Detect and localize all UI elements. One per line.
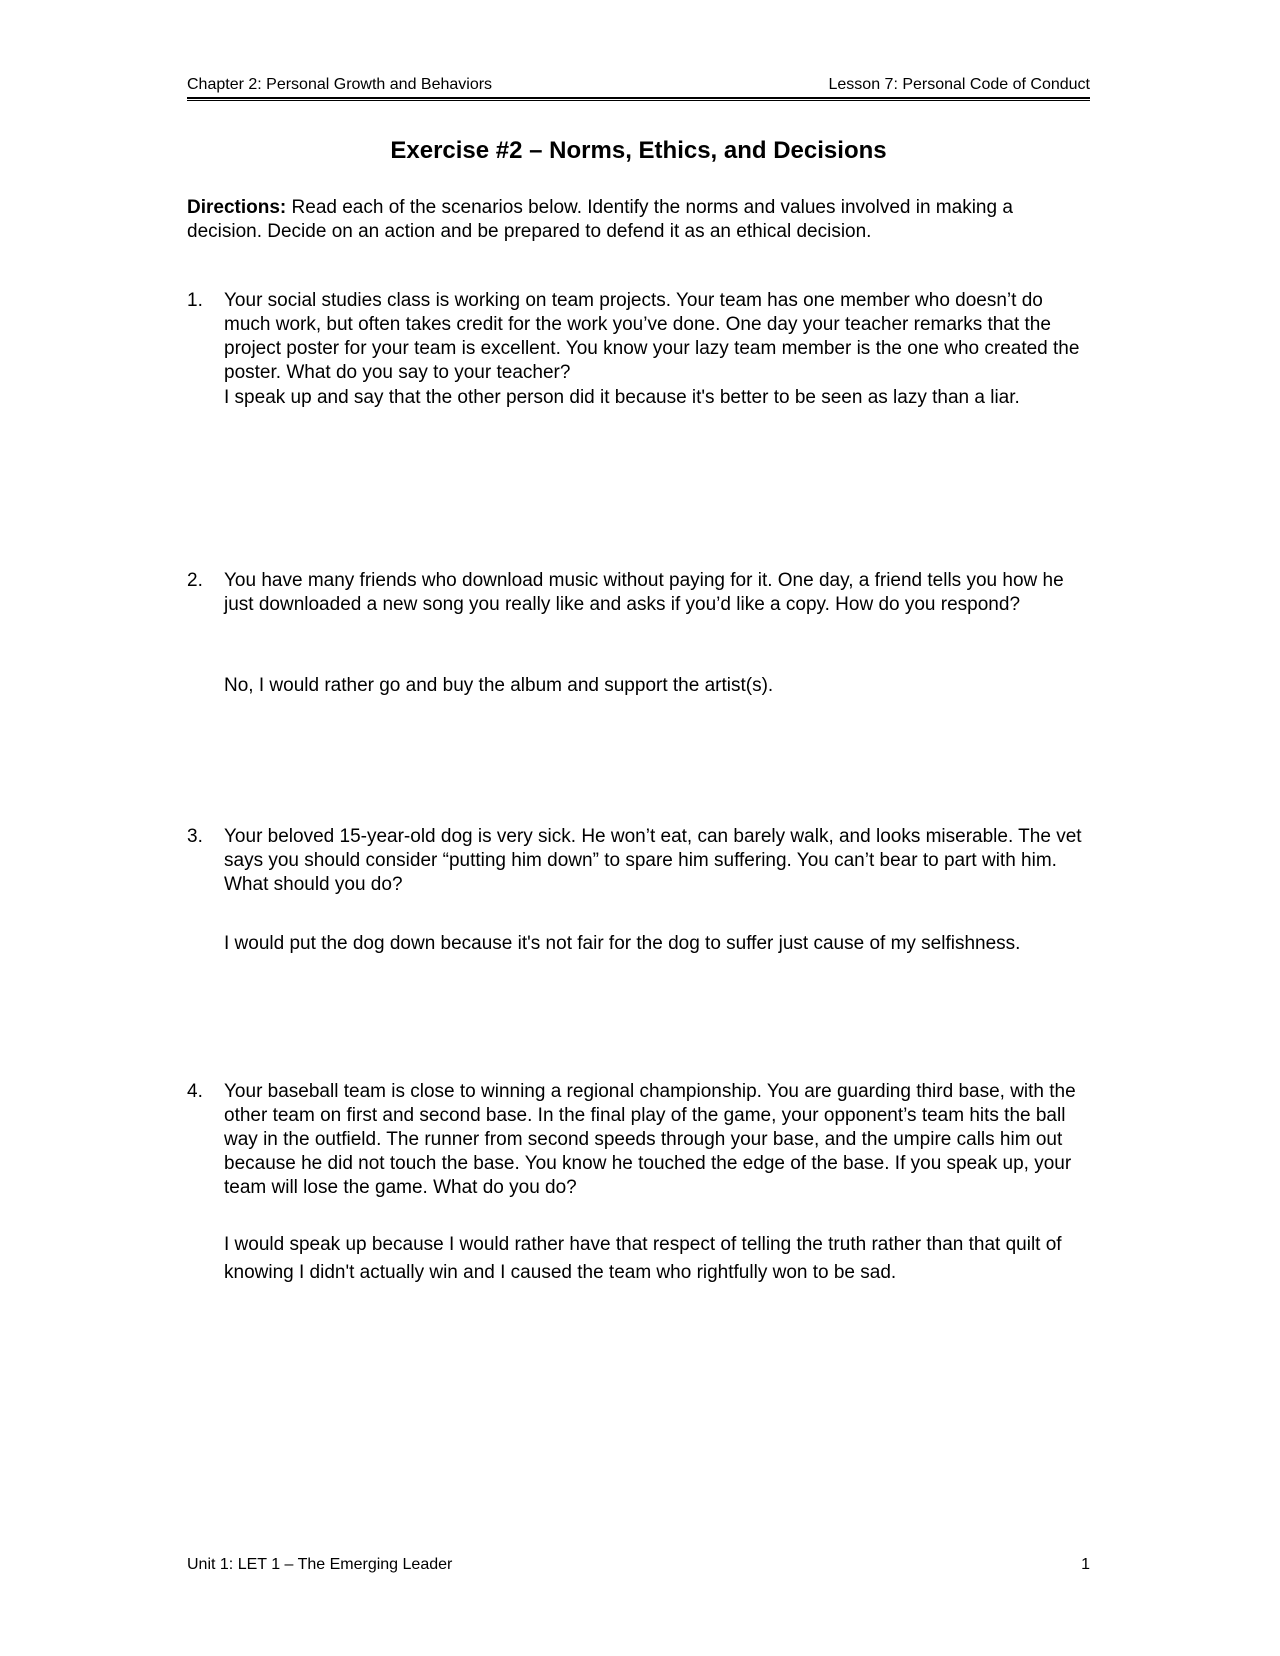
question-text: Your social studies class is working on team projects. Your team has one member who doesn’t do much work, but often takes credit for the work you’ve done. One day your teacher remarks that the project poster for your team is excellent. You know your lazy team member is the one who created the poster. What do you say to your teacher? (224, 290, 1080, 383)
header-lesson: Lesson 7: Personal Code of Conduct (828, 76, 1090, 93)
question-text: Your baseball team is close to winning a regional championship. You are guarding third base, with the other team on first and second base. In the final play of the game, your opponent’s team hits the ball way in the outfield. The runner from second speeds through your base, and the umpire calls him out because he did not touch the base. You know he touched the edge of the base. If you speak up, your team will lose the game. What do you do? (224, 1081, 1076, 1198)
page-header (187, 75, 1090, 97)
answer-4: I would speak up because I would rather have that respect of telling the truth rather than that quilt of knowing I didn't actually win and I caused the team who rightfully won to be sad. (224, 1234, 1062, 1283)
directions-text: Read each of the scenarios below. Identify the norms and values involved in making a decision. Decide on an action and be prepared to defend it as an ethical decision. (187, 197, 1013, 242)
footer-unit: Unit 1: LET 1 – The Emerging Leader (187, 1556, 453, 1573)
question-number: 3. (187, 826, 203, 847)
directions (187, 196, 1090, 244)
page-title: Exercise #2 – Norms, Ethics, and Decisions (390, 137, 887, 164)
page-number: 1 (1081, 1556, 1090, 1573)
answer-3: I would put the dog down because it's not fair for the dog to suffer just cause of my selfishness. (224, 933, 1021, 954)
answer-1: I speak up and say that the other person did it because it's better to be seen as lazy than a liar. (224, 387, 1020, 408)
directions-label: Directions: (187, 197, 287, 218)
header-rule-thin (187, 100, 1090, 101)
question-number: 1. (187, 290, 203, 311)
header-rule (187, 97, 1090, 99)
header-chapter: Chapter 2: Personal Growth and Behaviors (187, 76, 493, 93)
answer-2: No, I would rather go and buy the album and support the artist(s). (224, 675, 774, 696)
question-text: You have many friends who download music without paying for it. One day, a friend tells you how he just downloaded a new song you really like and asks if you’d like a copy. How do you respond? (224, 570, 1064, 615)
question-number: 4. (187, 1081, 203, 1102)
question-text: Your beloved 15-year-old dog is very sick. He won’t eat, can barely walk, and looks miserable. The vet says you should consider “putting him down” to spare him suffering. You can’t bear to part with him. What should you do? (224, 826, 1082, 895)
question-number: 2. (187, 570, 203, 591)
